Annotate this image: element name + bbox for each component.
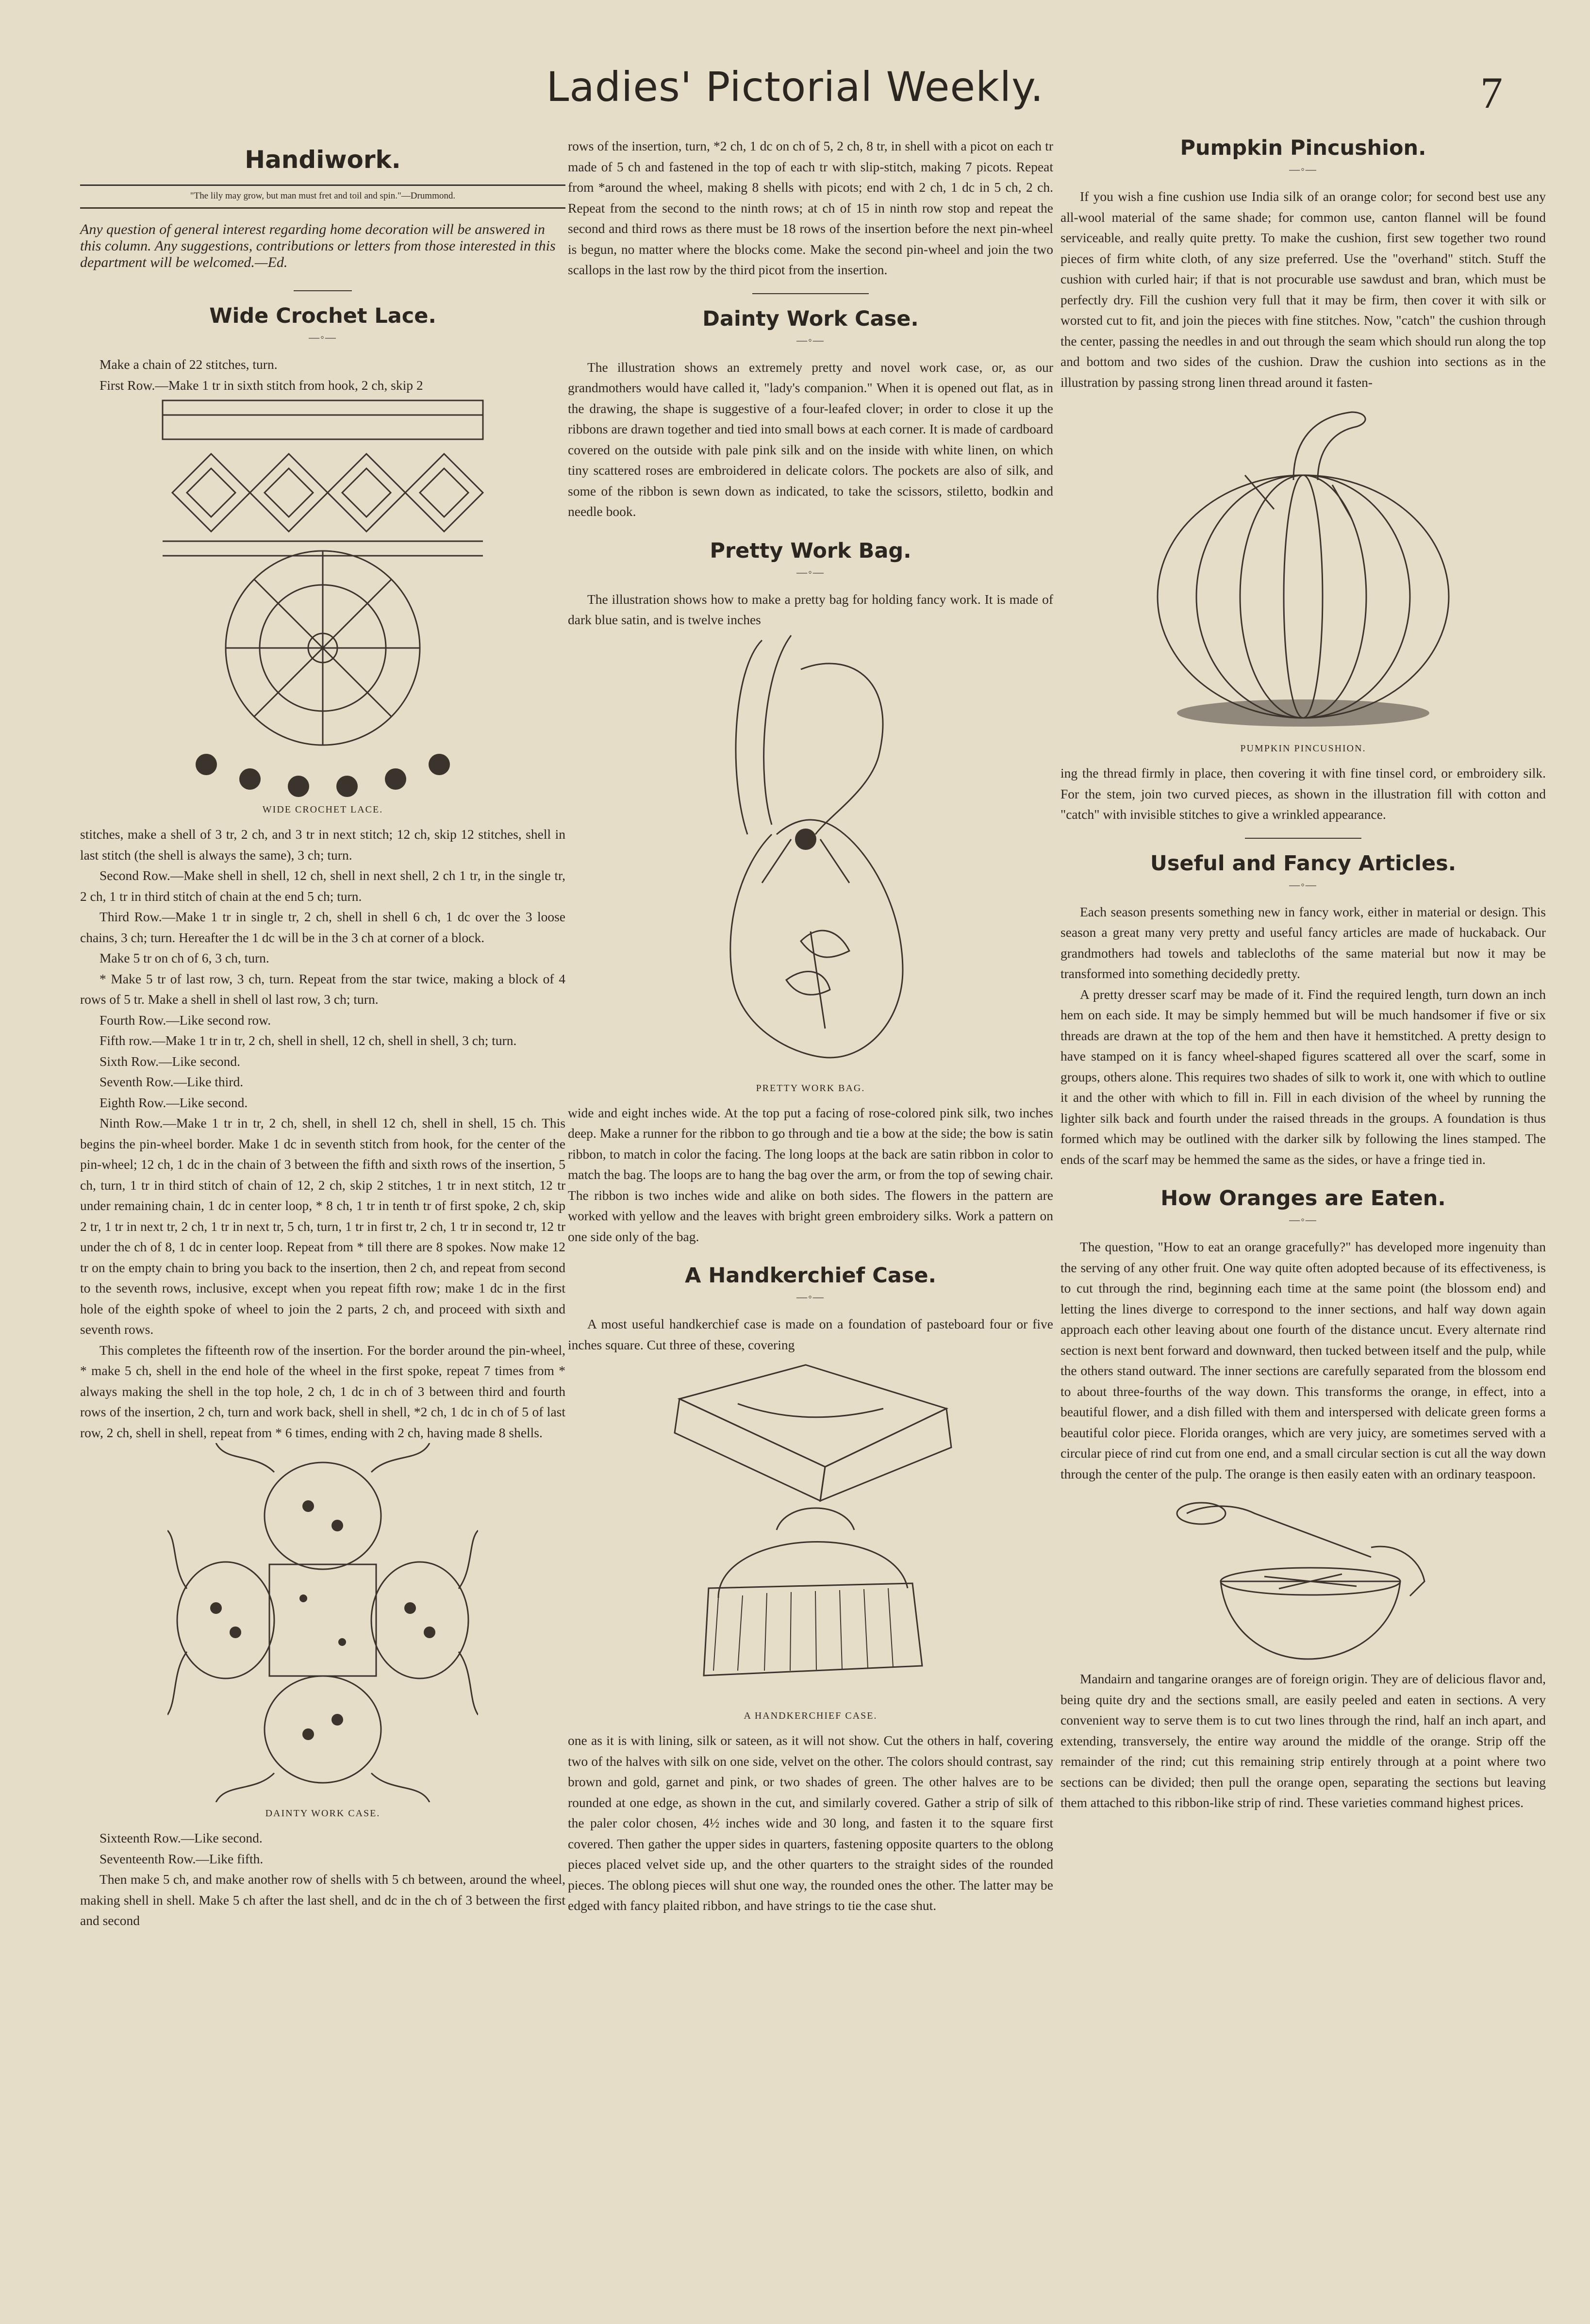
paragraph: The illustration shows an extremely pretty and novel work case, or, as our grandmothers would have called it, "lady's companion." When it is opened out flat, as in the drawing, the shape is suggestive of a four-leafed clover; in order to close it up the ribbons are drawn together and tied into small bows at each corner. It is made of cardboard covered on the outside with pale pink silk and on the inside with white linen, on which tiny scattered roses are embroidered in delicate colors. The pockets are also of silk, and some of the ribbon is sewn down as indicated, to take the scissors, stiletto, bodkin and needle book. bbox=[568, 359, 1053, 519]
article-title-work-case: Dainty Work Case. bbox=[702, 306, 919, 331]
paragraph: Each season presents something new in fancy work, either in material or design. This season a great many very pretty and useful fancy articles are made of huckaback. Our grandmothers had towels and tablecloths of the same material but now it may be transformed into something decidedly pretty. bbox=[1060, 904, 1546, 981]
paragraph: Ninth Row.—Make 1 tr in tr, 2 ch, shell, in shell 12 ch, shell in shell, 15 ch. This begins the pin-wheel border. Make 1 dc in seventh stitch from hook, for the center of the pin-wheel; 12 ch, 1 dc in the chain of 3 between the fifth and sixth rows of the insertion, 5 ch, turn, 1 tr in third stitch of chain of 12, 2 ch, skip 2 stitches, 1 tr in next stitch, 12 tr under remaining chain, 1 dc in center loop, * 8 ch, 1 tr in tenth tr of first spoke, 2 ch, skip 2 tr, 1 tr in next tr, 2 ch, 1 tr in next tr, 5 ch, turn, 1 tr in first tr, 2 ch, 1 tr in second tr, 12 tr under the ch of 8, 1 dc in center loop. Repeat from * till there are 8 spokes. Now make 12 tr on the empty chain to bring you back to the insertion, then 2 ch, and repeat from second to the seventh rows, inclusive, except when you repeat fifth row; make 1 dc in the first hole of the eighth spoke of wheel to join the 2 parts, 2 ch, and proceed with sixth and seventh rows. bbox=[80, 1115, 565, 1337]
orange-and-spoon-illustration bbox=[1167, 1484, 1439, 1669]
handkerchief-case-illustration bbox=[660, 1355, 961, 1705]
divider bbox=[752, 293, 869, 294]
caption-pumpkin-pincushion: PUMPKIN PINCUSHION. bbox=[1240, 743, 1366, 754]
divider bbox=[80, 207, 565, 209]
paragraph: Make 5 tr on ch of 6, 3 ch, turn. bbox=[99, 950, 269, 965]
work-bag-illustration bbox=[704, 631, 917, 1077]
article-title-crochet-lace: Wide Crochet Lace. bbox=[209, 304, 436, 328]
section-title-handiwork: Handiwork. bbox=[245, 146, 401, 174]
divider bbox=[80, 184, 565, 186]
column-left bbox=[80, 146, 565, 1931]
paragraph: * Make 5 tr of last row, 3 ch, turn. Repeat from the star twice, making a block of 4 rows of 5 tr. Make a shell in shell ol last row, 3 ch; turn. bbox=[80, 971, 565, 1007]
pumpkin-pincushion-illustration bbox=[1148, 402, 1458, 737]
paragraph: The illustration shows how to make a pretty bag for holding fancy work. It is made of dark blue satin, and is twelve inches bbox=[568, 591, 1053, 627]
paragraph: A most useful handkerchief case is made on a foundation of pasteboard four or five inches square. Cut three of these, covering bbox=[568, 1316, 1053, 1352]
column-right bbox=[1060, 136, 1546, 1813]
paragraph: stitches, make a shell of 3 tr, 2 ch, and 3 tr in next stitch; 12 ch, skip 12 stitches, shell in last stitch (the shell is always the same), 3 ch; turn. bbox=[80, 827, 565, 863]
paragraph: Mandairn and tangarine oranges are of foreign origin. They are of delicious flavor and, being quite dry and the sections small, are easily peeled and eaten in sections. A very convenient way to serve them is to cut two lines through the rind, half an inch apart, and extending, transversely, the entire way around the middle of the orange. Strip off the remainder of the rind; cut this remaining strip entirely through at a point where two sections can be divided; then pull the orange open, separating the sections but leaving them attached to this ribbon-like strip of rind. These varieties command highest prices. bbox=[1060, 1671, 1546, 1810]
epigraph-quote: "The lily may grow, but man must fret and toil and spin."—Drummond. bbox=[190, 191, 456, 201]
caption-work-bag: PRETTY WORK BAG. bbox=[756, 1082, 865, 1094]
divider bbox=[294, 290, 352, 291]
paragraph: one as it is with lining, silk or sateen, as it will not show. Cut the others in half, covering two of the halves with silk on one side, velvet on the other. The colors should contrast, say brown and gold, garnet and pink, or two shades of green. The other halves are to be rounded at one edge, as shown in the cut, and similarly covered. Gather a strip of silk of the paler color chosen, 4½ inches wide and 30 long, and fasten it to the square first covered. Then gather the upper sides in quarters, fastening opposite quarters to the oblong pieces placed velvet side up, and the other quarters to the straight sides of the rounded pieces. The oblong pieces will shut one way, the rounded ones the other. The latter may be edged with fancy plaited ribbon, and have strings to tie the case shut. bbox=[568, 1733, 1053, 1913]
caption-dainty-work-case: DAINTY WORK CASE. bbox=[265, 1808, 381, 1819]
paragraph: Second Row.—Make shell in shell, 12 ch, shell in next shell, 2 ch 1 tr, in the single tr, 2 ch, 1 tr in third stitch of chain at the end 5 ch; turn. bbox=[80, 868, 565, 904]
article-title-oranges: How Oranges are Eaten. bbox=[1160, 1186, 1446, 1211]
paragraph: Seventeenth Row.—Like fifth. bbox=[99, 1851, 264, 1866]
article-title-handkerchief-case: A Handkerchief Case. bbox=[685, 1263, 936, 1288]
paragraph: Fourth Row.—Like second row. bbox=[99, 1012, 271, 1028]
paragraph: If you wish a fine cushion use India silk of an orange color; for second best use any all-wool material of the same shade; for common use, canton flannel will be found serviceable, and really quite pretty. To make the cushion, first sew together two round pieces of firm white cloth, of any size preferred. Use the "overhand" stitch. Stuff the cushion with curled hair; if that is not procurable use sawdust and bran, which must be perfectly dry. Fill the cushion very full that it may be firm, then cover it with silk or worsted cut to fit, and join the pieces with fine stitches. Now, "catch" the cushion through the center, passing the needles in and out through the seam which should run along the top and bottom and two sides of the cushion. Draw the cushion into sections as in the illustration by passing strong linen thread around it fasten- bbox=[1060, 189, 1546, 390]
paragraph: Seventh Row.—Like third. bbox=[99, 1074, 244, 1089]
paragraph: A pretty dresser scarf may be made of it. Find the required length, turn down an inch hem on each side. It may be simply hemmed but will be much handsomer if five or six threads are drawn at the top of the hem and then have it hemstitched. A pretty design to have stamped on it is fancy wheel-shaped figures scattered all over the scarf, some in groups, others alone. This requires two shades of silk to work it, one with which to outline it and the other with which to fill in. Fill in each division of the wheel by running the lighter silk back and fourth under the raised threads in the groups. A foundation is thus formed which may be outlined with the darker silk by following the lines stamped. The ends of the scarf may be hemmed the same as the sides, or have a fringe tied in. bbox=[1060, 986, 1546, 1167]
ornament-divider: —◦— bbox=[1289, 878, 1317, 891]
paragraph: Then make 5 ch, and make another row of shells with 5 ch between, around the wheel, making shell in shell. Make 5 ch after the last shell, and dc in the ch of 3 between the first and second bbox=[80, 1872, 565, 1928]
page-number: 7 bbox=[1480, 68, 1503, 117]
paragraph: First Row.—Make 1 tr in sixth stitch from hook, 2 ch, skip 2 bbox=[99, 377, 423, 393]
ornament-divider: —◦— bbox=[309, 331, 337, 343]
paragraph: wide and eight inches wide. At the top put a facing of rose-colored pink silk, two inches deep. Make a runner for the ribbon to go through and tie a bow at the side; the bow is satin ribbon, to match in color the facing. The long loops at the back are satin ribbon in color to match the bag. The loops are to hang the bag over the arm, or from the top of sewing chair. The ribbon is two inches wide and alike on both sides. The flowers in the pattern are worked with yellow and the leaves with bright green embroidery silks. Work a pattern on one side only of the bag. bbox=[568, 1105, 1053, 1244]
paragraph: Fifth row.—Make 1 tr in tr, 2 ch, shell in shell, 12 ch, shell in shell, 3 ch; turn. bbox=[99, 1033, 517, 1048]
paragraph: Sixteenth Row.—Like second. bbox=[99, 1830, 263, 1845]
crochet-lace-illustration bbox=[153, 396, 493, 798]
article-title-useful-fancy-articles: Useful and Fancy Articles. bbox=[1150, 851, 1457, 876]
ornament-divider: —◦— bbox=[1289, 163, 1317, 175]
paragraph: Eighth Row.—Like second. bbox=[99, 1095, 248, 1110]
editor-note: Any question of general interest regarding home decoration will be answered in this column. Any suggestions, contributions or letters from those interested in this department will be welcomed.—Ed. bbox=[80, 221, 556, 270]
lace-upper-diamonds bbox=[172, 454, 483, 531]
caption-handkerchief-case: A HANDKERCHIEF CASE. bbox=[744, 1710, 878, 1721]
caption-crochet-lace: WIDE CROCHET LACE. bbox=[262, 804, 383, 815]
paragraph: rows of the insertion, turn, *2 ch, 1 dc on ch of 5, 2 ch, 8 tr, in shell with a picot on each tr made of 5 ch and fastened in the top of each tr with slip-stitch, making 7 picots. Repeat from *around the wheel, making 8 shells with picots; end with 2 ch, 1 dc in 5 ch, 2 ch. Repeat from the second to the ninth rows; at ch of 15 in ninth row stop and repeat the second and third rows as there must be 18 rows of the insertion before the next pin-wheel is begun, no matter where the blocks come. Make the second pin-wheel and join the two scallops in the last row by the third picot from the insertion. bbox=[568, 138, 1053, 277]
paragraph: The question, "How to eat an orange gracefully?" has developed more ingenuity than the serving of any other fruit. One way quite often adopted because of its effectiveness, is to cut through the rind, beginning each time at the same point (the blossom end) and letting the lines diverge to correspond to the inner sections, and half way down again approach each other leaving about one fourth of the distance uncut. Every alternate rind section is next bent forward and downward, then tucked between itself and the pulp, while the others stand outward. The inner sections are carefully separated from the blossom end to about three-fourths of the way down. This transforms the orange, in effect, into a beautiful flower, and a dish filled with them and interspersed with delicate green forms a beautiful color piece. Florida oranges, which are very juicy, are sometimes served with a circular piece of rind cut from one end, and a small circular section is cut all the way down through the center of the pulp. The orange is then easily eaten with an ordinary teaspoon. bbox=[1060, 1239, 1546, 1481]
paragraph: Make a chain of 22 stitches, turn. bbox=[99, 357, 278, 372]
paragraph: Third Row.—Make 1 tr in single tr, 2 ch, shell in shell 6 ch, 1 dc over the 3 loose chains, 3 ch; turn. Hereafter the 1 dc will be in the 3 ch at corner of a block. bbox=[80, 909, 565, 945]
article-title-pumpkin-pincushion: Pumpkin Pincushion. bbox=[1180, 136, 1426, 160]
column-center bbox=[568, 136, 1053, 1916]
paragraph: This completes the fifteenth row of the insertion. For the border around the pin-wheel, * make 5 ch, shell in the end hole of the wheel in the first spoke, repeat 7 times from * always making the shell in the top hole, 2 ch, 1 dc in ch of 3 between third and fourth rows of the insertion, 2 ch, turn and work back, shell in shell, *2 ch, 1 dc in ch of 5 of last row, 2 ch, shell in shell, repeat from * 6 times, ending with 2 ch, having made 8 shells. bbox=[80, 1342, 565, 1440]
divider bbox=[1245, 838, 1361, 839]
ornament-divider: —◦— bbox=[796, 1291, 825, 1303]
paragraph: ing the thread firmly in place, then covering it with fine tinsel cord, or embroidery silk. For the stem, join two curved pieces, as shown in the illustration fill with cotton and "catch" with invisible stitches to give a wrinkled appearance. bbox=[1060, 765, 1546, 822]
paragraph: Sixth Row.—Like second. bbox=[99, 1053, 240, 1069]
dainty-work-case-illustration bbox=[167, 1443, 478, 1802]
ornament-divider: —◦— bbox=[796, 333, 825, 346]
masthead-title: Ladies' Pictorial Weekly. bbox=[546, 63, 1044, 111]
article-title-work-bag: Pretty Work Bag. bbox=[710, 538, 911, 563]
ornament-divider: —◦— bbox=[1289, 1213, 1317, 1226]
ornament-divider: —◦— bbox=[796, 565, 825, 578]
